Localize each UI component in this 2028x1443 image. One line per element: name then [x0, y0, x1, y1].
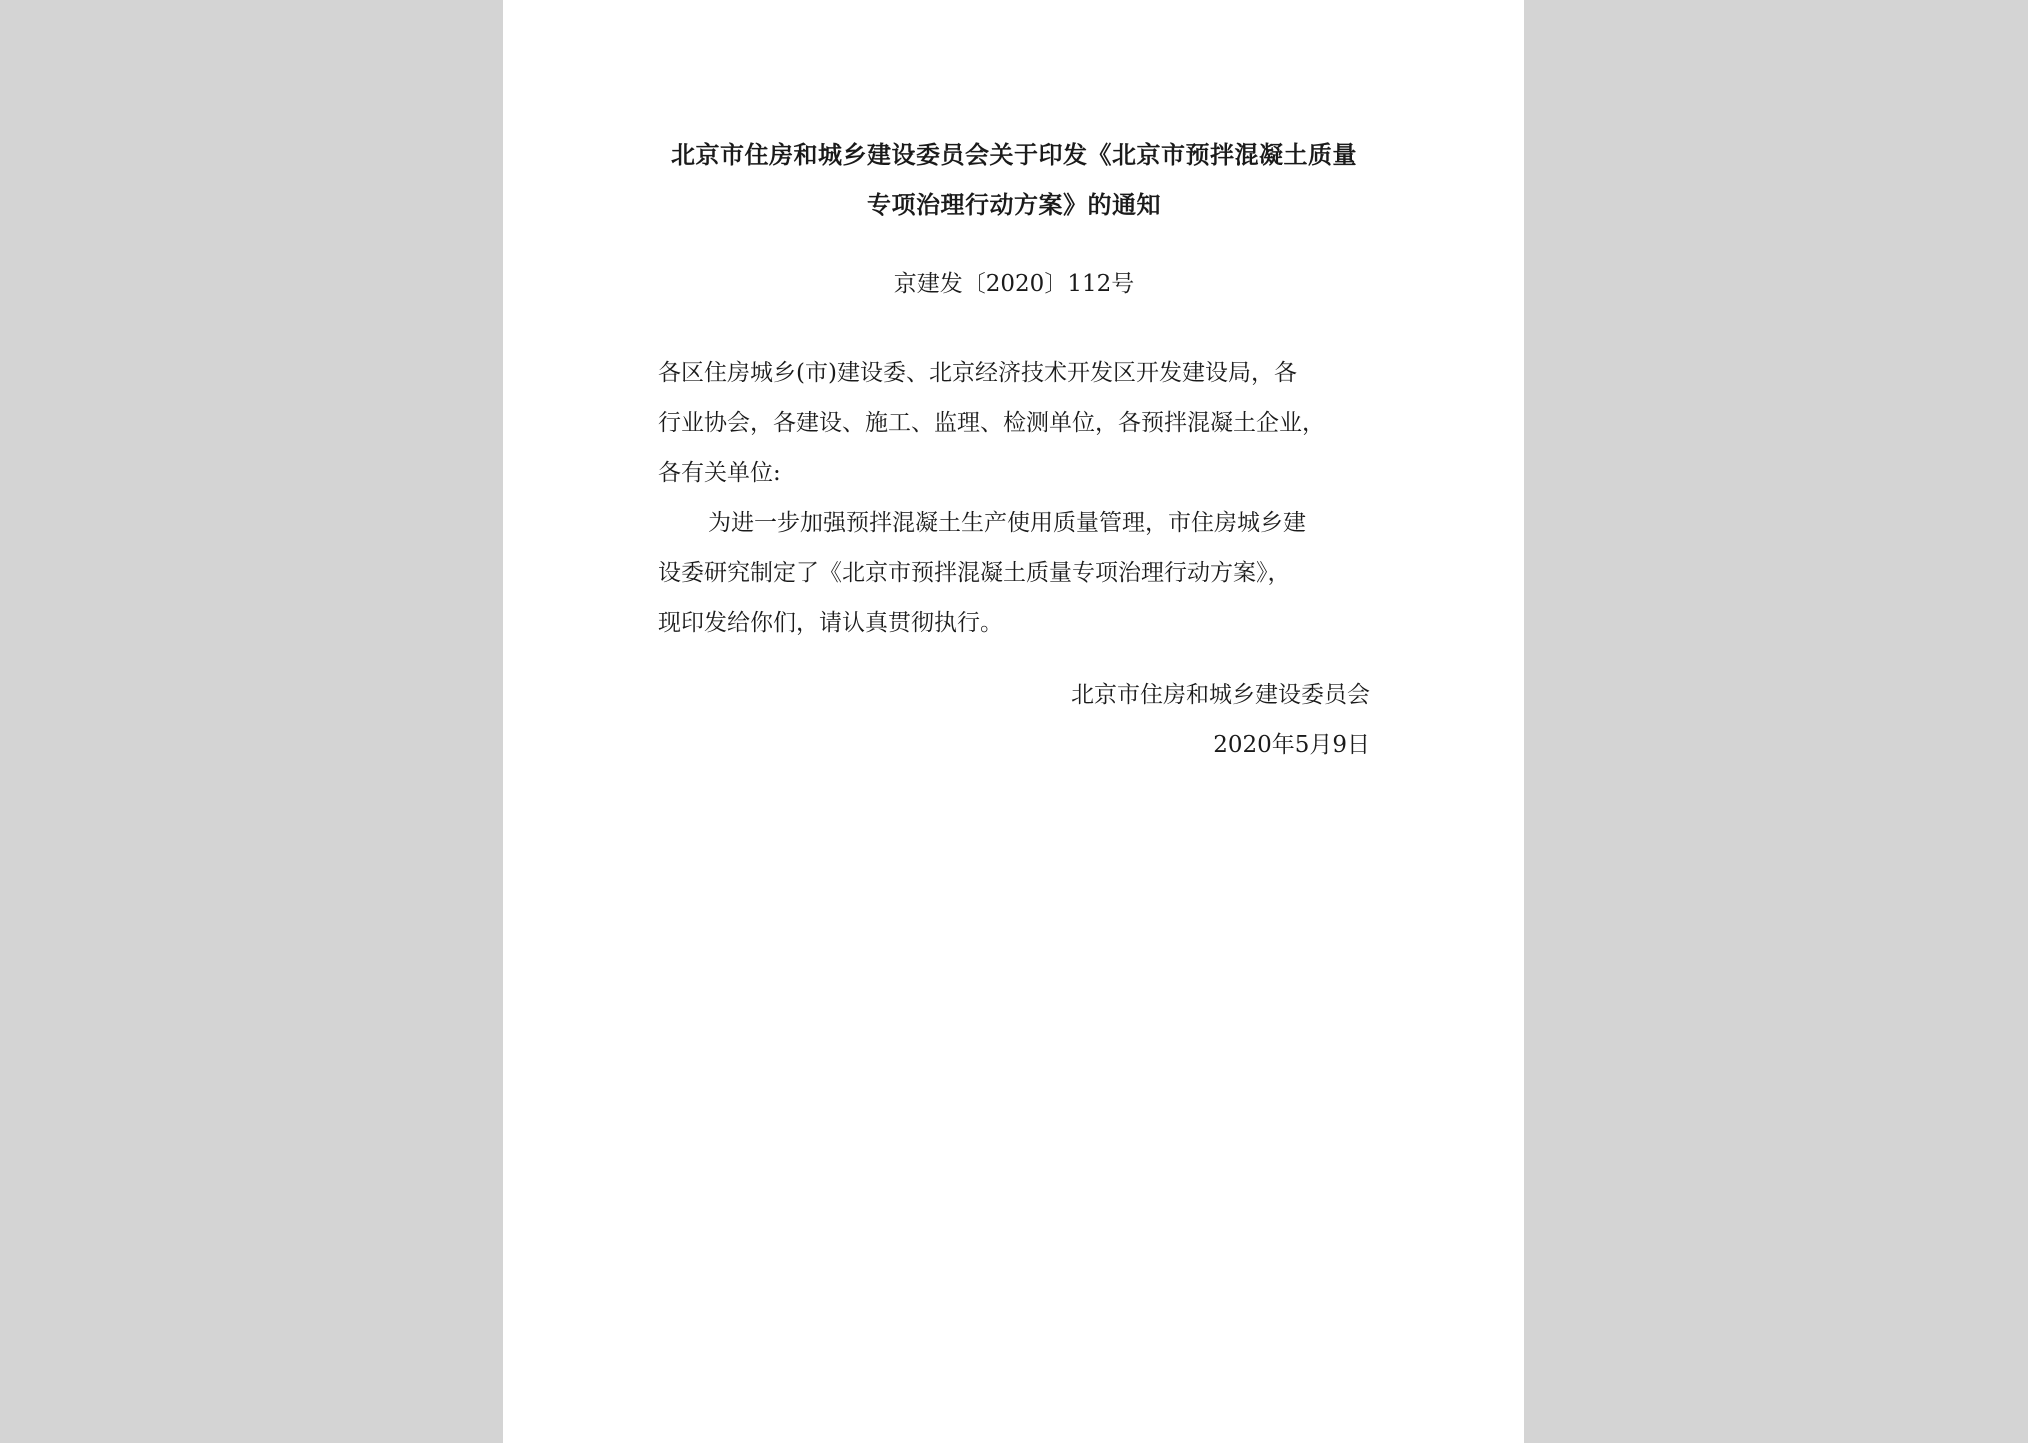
signature-block [658, 670, 1370, 770]
body-line-1: 为进一步加强预拌混凝土生产使用质量管理，市住房城乡建 [708, 510, 1306, 536]
body-line-3: 现印发给你们，请认真贯彻执行。 [658, 610, 1003, 636]
addressee-line-3: 各有关单位: [658, 460, 781, 486]
addressee-line-1: 各区住房城乡(市)建设委、北京经济技术开发区开发建设局，各 [658, 360, 1297, 386]
document-content [658, 130, 1370, 770]
signature-date: 2020年5月9日 [1213, 732, 1370, 758]
addressee-block [658, 348, 1370, 498]
title-line-2: 专项治理行动方案》的通知 [867, 191, 1161, 219]
signature-organization: 北京市住房和城乡建设委员会 [1071, 682, 1370, 708]
title-line-1: 北京市住房和城乡建设委员会关于印发《北京市预拌混凝土质量 [671, 141, 1357, 169]
document-page [503, 0, 1524, 1443]
addressee-line-2: 行业协会，各建设、施工、监理、检测单位，各预拌混凝土企业， [658, 410, 1325, 436]
body-paragraph [658, 498, 1370, 648]
document-title [658, 130, 1370, 230]
document-number: 京建发〔2020〕112号 [893, 271, 1135, 297]
body-line-2: 设委研究制定了《北京市预拌混凝土质量专项治理行动方案》， [658, 560, 1291, 586]
